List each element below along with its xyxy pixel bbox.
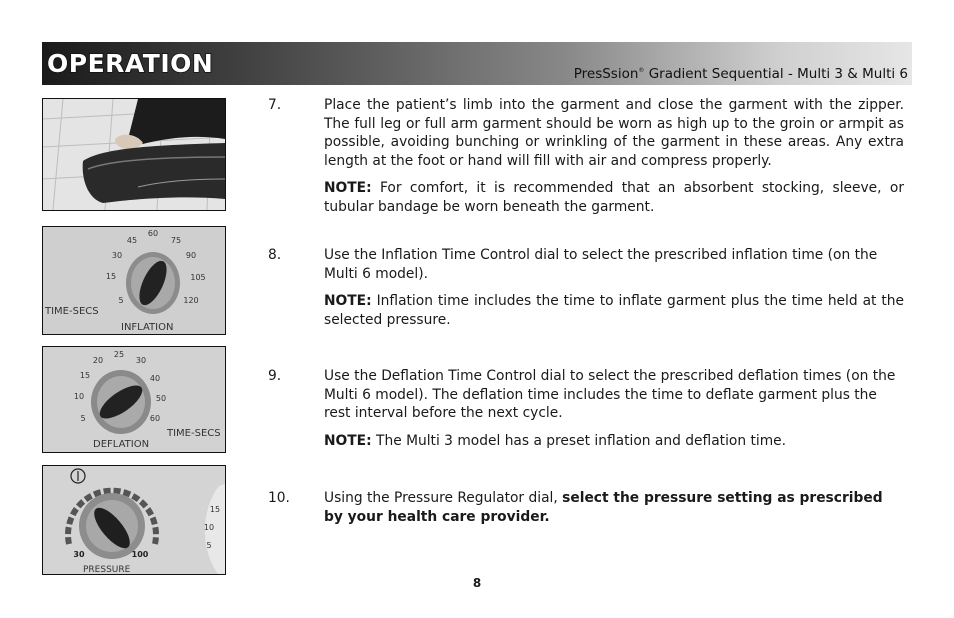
- deflation-dial-photo: [42, 346, 226, 453]
- inflation-dial-photo: [42, 226, 226, 335]
- deflation-tick-4: 20: [92, 356, 104, 365]
- header-subtitle: [574, 66, 908, 82]
- step-number: 10.: [268, 490, 290, 506]
- step-number: 7.: [268, 97, 282, 113]
- note-label: NOTE:: [324, 293, 372, 310]
- pressure-bottom-label: PRESSURE: [83, 565, 131, 574]
- note-text: Inflation time includes the time to inflate garment plus the time held at the selected pressure.: [324, 293, 904, 328]
- note-label: NOTE:: [324, 180, 372, 197]
- registered-mark: ®: [638, 67, 645, 74]
- deflation-tick-2: 10: [73, 392, 85, 401]
- step-body: [324, 246, 904, 338]
- step-number: 8.: [268, 247, 282, 263]
- note-text: The Multi 3 model has a preset inflation and deflation time.: [371, 432, 787, 449]
- step-number: 9.: [268, 368, 282, 384]
- step-text: Use the Inflation Time Control dial to select the prescribed inflation time (on the Multi 6 model).: [324, 247, 878, 282]
- deflation-right-label: TIME-SECS: [167, 428, 221, 439]
- note: [324, 432, 904, 451]
- pressure-dial-photo: [42, 465, 226, 575]
- inflation-tick-5: 60: [147, 229, 159, 238]
- inflation-left-label: TIME-SECS: [45, 306, 99, 317]
- pressure-min-label: 30: [73, 550, 85, 559]
- pressure-side-tick-2: 10: [203, 523, 215, 532]
- step-body: [324, 367, 904, 459]
- step-body: [324, 489, 904, 535]
- inflation-tick-2: 15: [105, 272, 117, 281]
- garment-photo: [42, 98, 226, 211]
- inflation-tick-9: 120: [183, 296, 199, 305]
- note: [324, 179, 904, 216]
- deflation-tick-9: 60: [149, 414, 161, 423]
- step-text-plain: Using the Pressure Regulator dial,: [324, 490, 563, 506]
- step-text: [324, 489, 904, 526]
- inflation-tick-7: 90: [185, 251, 197, 260]
- step-body: [324, 96, 904, 226]
- inflation-tick-4: 45: [126, 236, 138, 245]
- page-number: 8: [472, 576, 482, 590]
- brand-name: PresSsion: [573, 66, 639, 82]
- note: [324, 292, 904, 329]
- note-label: NOTE:: [324, 432, 372, 449]
- deflation-tick-7: 40: [149, 374, 161, 383]
- pressure-side-tick-3: 15: [209, 505, 221, 514]
- page-title: OPERATION: [47, 49, 214, 78]
- inflation-tick-1: 5: [118, 296, 124, 305]
- pressure-max-label: 100: [131, 550, 149, 559]
- deflation-tick-3: 15: [79, 371, 91, 380]
- deflation-tick-5: 25: [113, 350, 125, 359]
- pressure-side-tick-1: 5: [206, 541, 212, 550]
- subtitle-text: Gradient Sequential - Multi 3 & Multi 6: [644, 66, 908, 82]
- deflation-tick-1: 5: [80, 414, 86, 423]
- inflation-tick-8: 105: [190, 273, 206, 282]
- step-text: Use the Deflation Time Control dial to select the prescribed deflation times (on the Multi 6 model). The deflation time includes the time to deflate garment plus the rest interval before the next cycle.: [324, 368, 896, 422]
- inflation-bottom-label: INFLATION: [121, 322, 174, 333]
- deflation-tick-6: 30: [135, 356, 147, 365]
- deflation-bottom-label: DEFLATION: [93, 439, 150, 450]
- inflation-tick-6: 75: [170, 236, 182, 245]
- step-text: Place the patient’s limb into the garment and close the garment with the zipper. The full leg or full arm garment should be worn as high up to the groin or armpit as possible, avoiding bunching or wrinkling of the garment in these areas. Any extra length at the foot or hand will fill with air and compress properly.: [324, 97, 904, 169]
- deflation-tick-8: 50: [155, 394, 167, 403]
- note-text: For comfort, it is recommended that an absorbent stocking, sleeve, or tubular bandage be worn beneath the garment.: [324, 180, 904, 215]
- inflation-tick-3: 30: [111, 251, 123, 260]
- step-text-bold: select the pressure setting as prescribed by your health care provider.: [324, 490, 883, 525]
- header-bar: [42, 42, 912, 85]
